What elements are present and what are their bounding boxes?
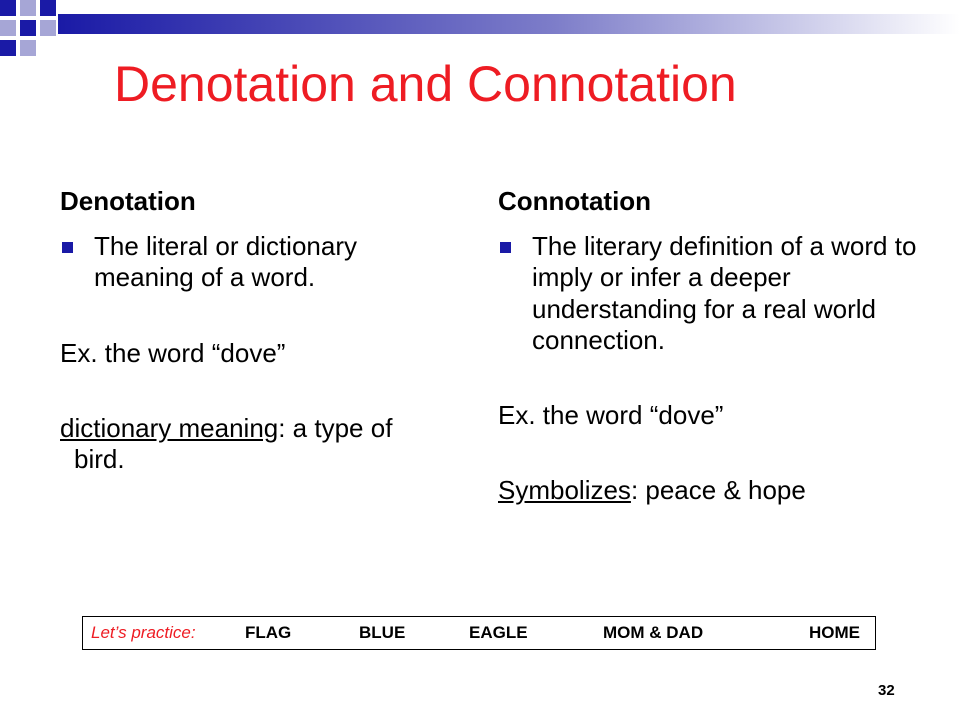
practice-lead: Let’s practice:	[91, 623, 196, 642]
slide-title: Denotation and Connotation	[114, 56, 737, 112]
practice-word: EAGLE	[469, 623, 528, 642]
denotation-bullet-text: The literal or dictionary meaning of a word.	[94, 231, 357, 293]
denotation-column	[60, 186, 440, 475]
page-number: 32	[878, 682, 895, 699]
deco-square	[0, 0, 16, 16]
connotation-symbolizes	[498, 475, 918, 506]
accent-bar	[58, 14, 960, 34]
deco-square	[20, 40, 36, 56]
deco-square	[0, 20, 16, 36]
denotation-example: Ex. the word “dove”	[60, 337, 286, 368]
practice-word: HOME	[809, 623, 860, 642]
practice-word: MOM & DAD	[603, 623, 704, 642]
square-bullet-icon	[62, 242, 73, 253]
deco-square	[40, 0, 56, 16]
square-bullet-icon	[500, 242, 511, 253]
connotation-example: Ex. the word “dove”	[498, 399, 724, 430]
definition-label: dictionary meaning	[60, 412, 279, 443]
corner-decoration	[0, 0, 960, 60]
deco-square	[0, 40, 16, 56]
deco-square	[40, 20, 56, 36]
denotation-definition	[60, 413, 440, 475]
symbolizes-label: Symbolizes	[498, 475, 631, 506]
denotation-heading: Denotation	[60, 186, 196, 216]
denotation-bullet	[60, 231, 440, 293]
connotation-bullet-text: The literary definition of a word to imply or infer a deeper understanding for a real world connection.	[532, 231, 917, 355]
symbolizes-text: : peace & hope	[630, 475, 806, 506]
practice-word: BLUE	[359, 623, 406, 642]
deco-square	[20, 20, 36, 36]
connotation-heading: Connotation	[498, 186, 652, 216]
connotation-bullet	[498, 231, 918, 356]
deco-square	[20, 0, 36, 16]
connotation-column	[498, 186, 918, 506]
practice-box	[82, 616, 876, 650]
definition-text: : a type of bird.	[74, 412, 393, 474]
practice-word: FLAG	[245, 623, 292, 642]
